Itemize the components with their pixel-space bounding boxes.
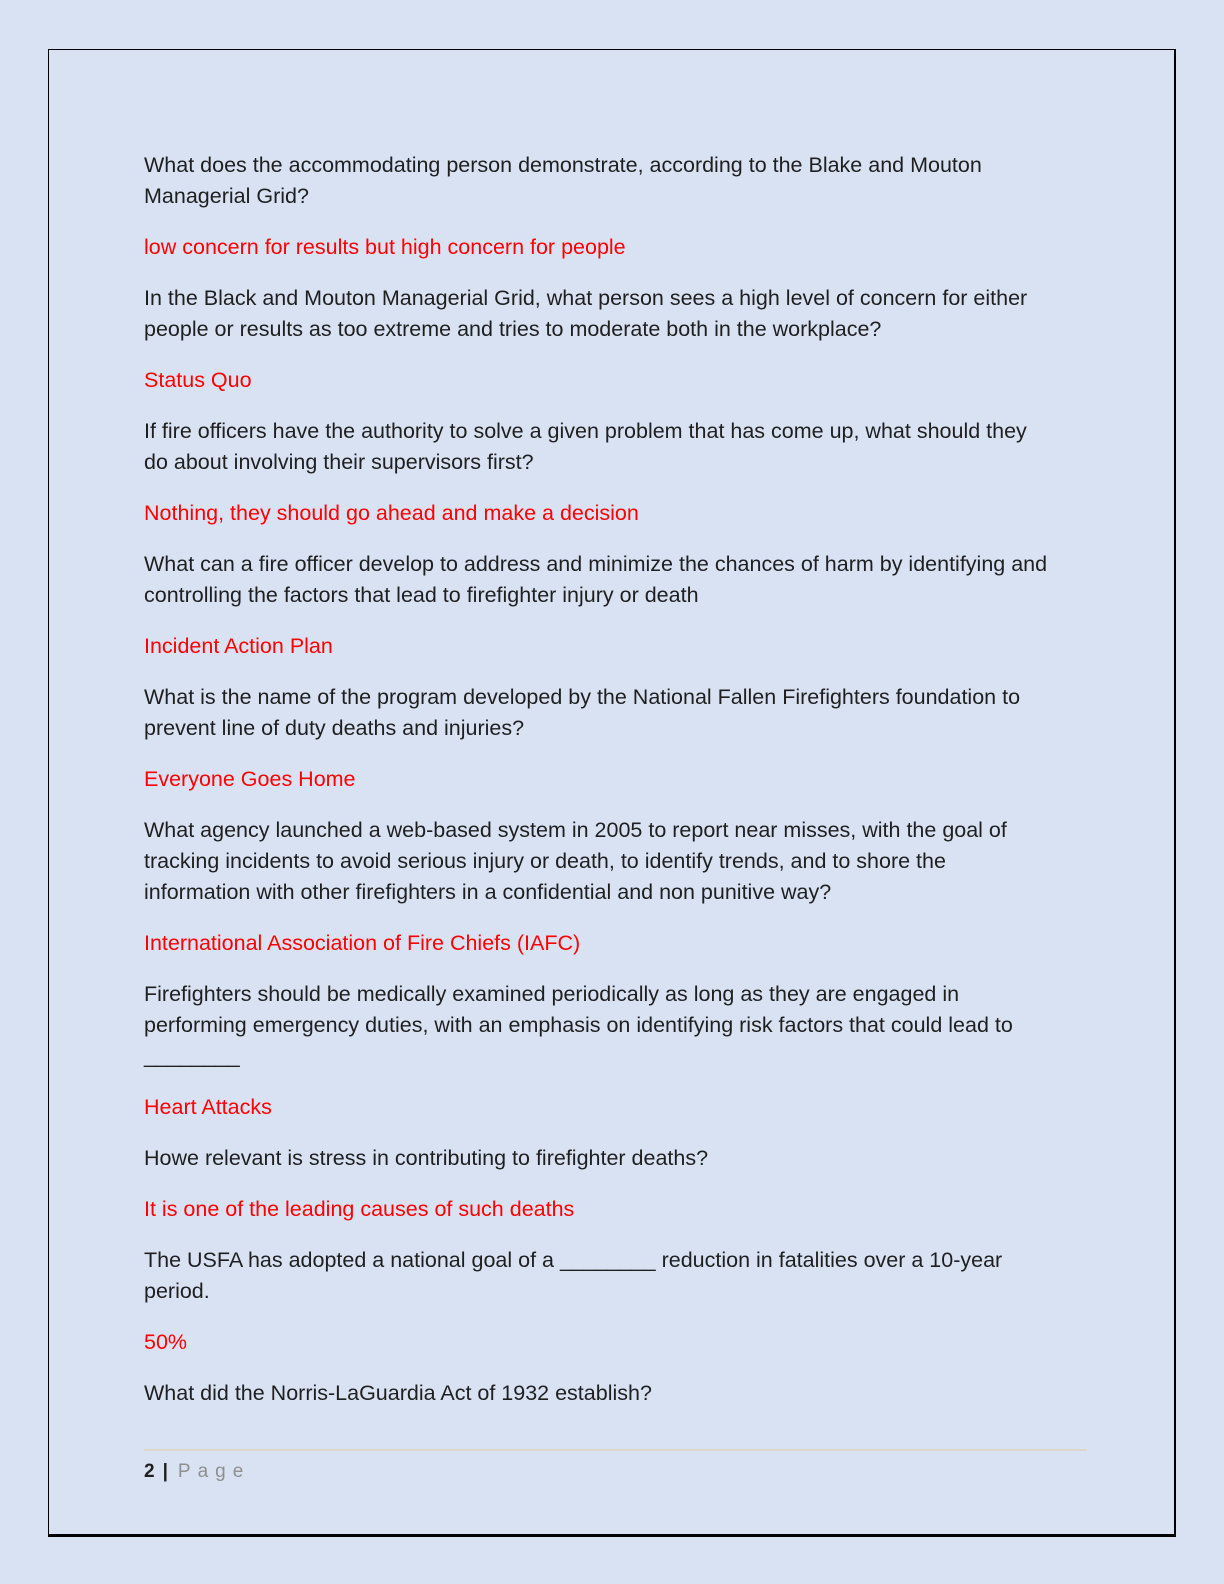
page-number: 2 [144,1461,155,1482]
question-text: What does the accommodating person demonstrate, according to the Blake and Mouton Managerial Grid? [144,153,982,208]
question-text: What can a fire officer develop to address and minimize the chances of harm by identifying and controlling the factors that lead to firefighter injury or death [144,552,1048,607]
footer-separator: | [162,1461,168,1482]
answer-text: It is one of the leading causes of such deaths [144,1197,575,1221]
document-page [48,49,1176,1537]
answer-text: low concern for results but high concern for people [144,235,626,259]
page-footer [144,1449,1087,1486]
question-text: Firefighters should be medically examined periodically as long as they are engaged in performing emergency duties, with an emphasis on identifying risk factors that could lead to ________ [144,982,1013,1068]
answer-text: 50% [144,1330,188,1354]
footer-divider [144,1449,1087,1451]
answer-text: International Association of Fire Chiefs (IAFC) [144,931,581,955]
footer-page-label: Page [177,1461,251,1482]
question-text: The USFA has adopted a national goal of a ________ reduction in fatalities over a 10-year period. [144,1248,1003,1303]
document-body [144,150,1054,1429]
answer-text: Heart Attacks [144,1095,272,1119]
question-text: What did the Norris-LaGuardia Act of 1932 establish? [144,1381,652,1405]
answer-text: Incident Action Plan [144,634,333,658]
question-text: If fire officers have the authority to solve a given problem that has come up, what should they do about involving their supervisors first? [144,419,1027,474]
question-text: Howe relevant is stress in contributing to firefighter deaths? [144,1146,709,1170]
answer-text: Everyone Goes Home [144,767,356,791]
question-text: In the Black and Mouton Managerial Grid, what person sees a high level of concern for either people or results as too extreme and tries to moderate both in the workplace? [144,286,1028,341]
question-text: What agency launched a web-based system in 2005 to report near misses, with the goal of tracking incidents to avoid serious injury or death, to identify trends, and to shore the information with other firefighters in a confidential and non punitive way? [144,818,1007,904]
footer-text [144,1458,1087,1486]
question-text: What is the name of the program developed by the National Fallen Firefighters foundation to prevent line of duty deaths and injuries? [144,685,1021,740]
answer-text: Nothing, they should go ahead and make a decision [144,501,639,525]
answer-text: Status Quo [144,368,252,392]
